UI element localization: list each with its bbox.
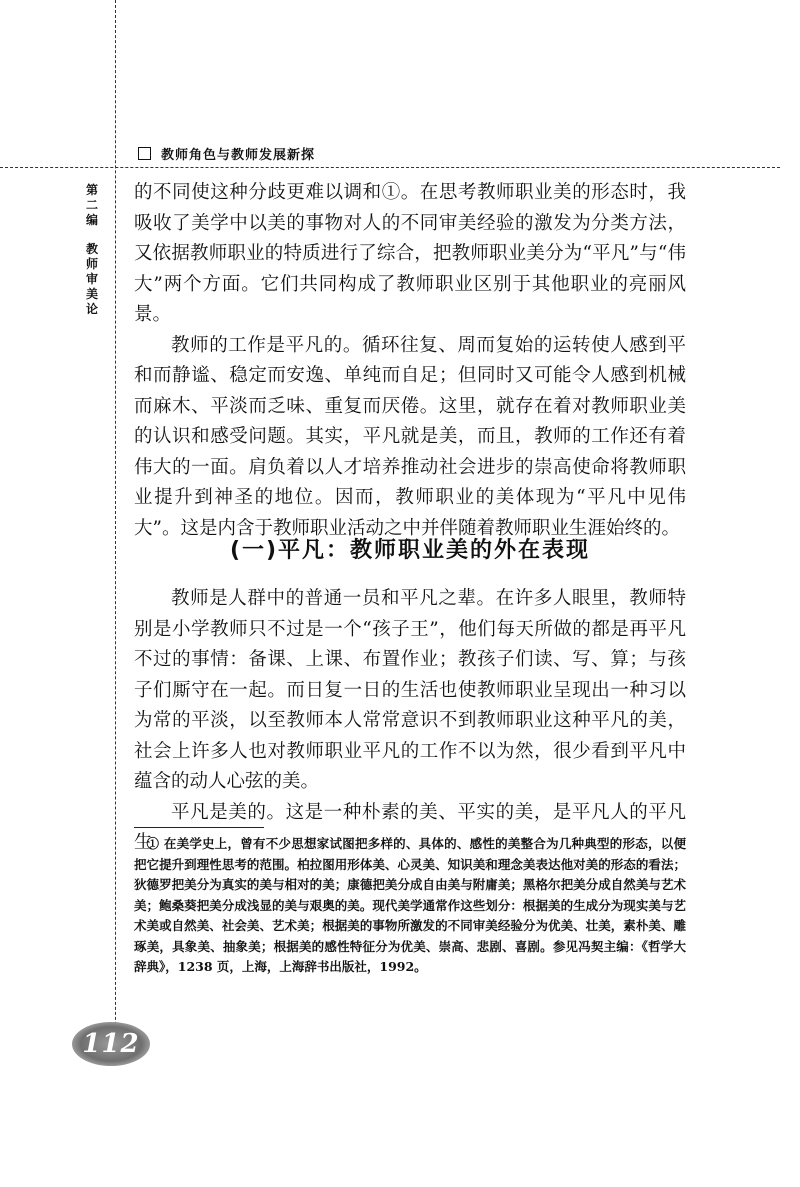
paragraph: 教师的工作是平凡的。循环往复、周而复始的运转使人感到平和而静谧、稳定而安逸、单纯而自足；但同时又可能令人感到机械而麻木、平淡而乏味、重复而厌倦。这里，就存在着对教师职业美的认识和感受问题。其实，平凡就是美，而且，教师的工作还有着伟大的一面。肩负着以人才培养推动社会进步的崇高使命将教师职业提升到神圣的地位。因而，教师职业的美体现为“平凡中见伟大”。这是内含于教师职业活动之中并伴随着教师职业生涯始终的。 <box>134 334 686 539</box>
footnote-rule <box>134 827 264 828</box>
body-text-2 <box>134 584 686 859</box>
page-number: 112 <box>72 1022 150 1066</box>
body-text <box>134 178 686 544</box>
paragraph: 平凡是美的。这是一种朴素的美、平实的美，是平凡人的平凡生 <box>134 801 686 853</box>
square-icon <box>138 147 151 160</box>
paragraph: 的不同使这种分歧更难以调和①。在思考教师职业美的形态时，我吸收了美学中以美的事物对人的不同审美经验的激发为分类方法，又依据教师职业的特质进行了综合，把教师职业美分为“平凡”与“伟大”两个方面。它们共同构成了教师职业区别于其他职业的亮丽风景。 <box>134 182 686 325</box>
footnote <box>134 834 686 978</box>
part-title: 教师审美论 <box>85 242 98 316</box>
footnote-text: ① 在美学史上，曾有不少思想家试图把多样的、具体的、感性的美整合为几种典型的形态，以便把它提升到理性思考的范围。柏拉图用形体美、心灵美、知识美和理念美表达他对美的形态的看法；狄德罗把美分为真实的美与相对的美；康德把美分成自由美与附庸美；黑格尔把美分成自然美与艺术美；鲍桑葵把美分成浅显的美与艰奥的美。现代美学通常作这些划分：根据美的生成分为现实美与艺术美或自然美、社会美、艺术美；根据美的事物所激发的不同审美经验分为优美、壮美，素朴美、雕琢美，具象美、抽象美；根据美的感性特征分为优美、崇高、悲剧、喜剧。参见冯契主编：《哲学大辞典》，1238 页，上海，上海辞书出版社，1992。 <box>134 836 686 974</box>
paragraph: 教师是人群中的普通一员和平凡之辈。在许多人眼里，教师特别是小学教师只不过是一个“孩子王”，他们每天所做的都是再平凡不过的事情：备课、上课、布置作业；教孩子们读、写、算；与孩子们厮守在一起。而日复一日的生活也使教师职业呈现出一种习以为常的平淡，以至教师本人常常意识不到教师职业这种平凡的美，社会上许多人也对教师职业平凡的工作不以为然，很少看到平凡中蕴含的动人心弦的美。 <box>134 588 686 792</box>
running-header <box>138 144 315 163</box>
header-rule <box>0 167 780 168</box>
book-title: 教师角色与教师发展新探 <box>161 148 316 163</box>
vertical-margin-rule <box>115 0 116 1060</box>
part-label: 第二编 <box>85 183 98 227</box>
section-heading: (一)平凡：教师职业美的外在表现 <box>229 538 591 563</box>
